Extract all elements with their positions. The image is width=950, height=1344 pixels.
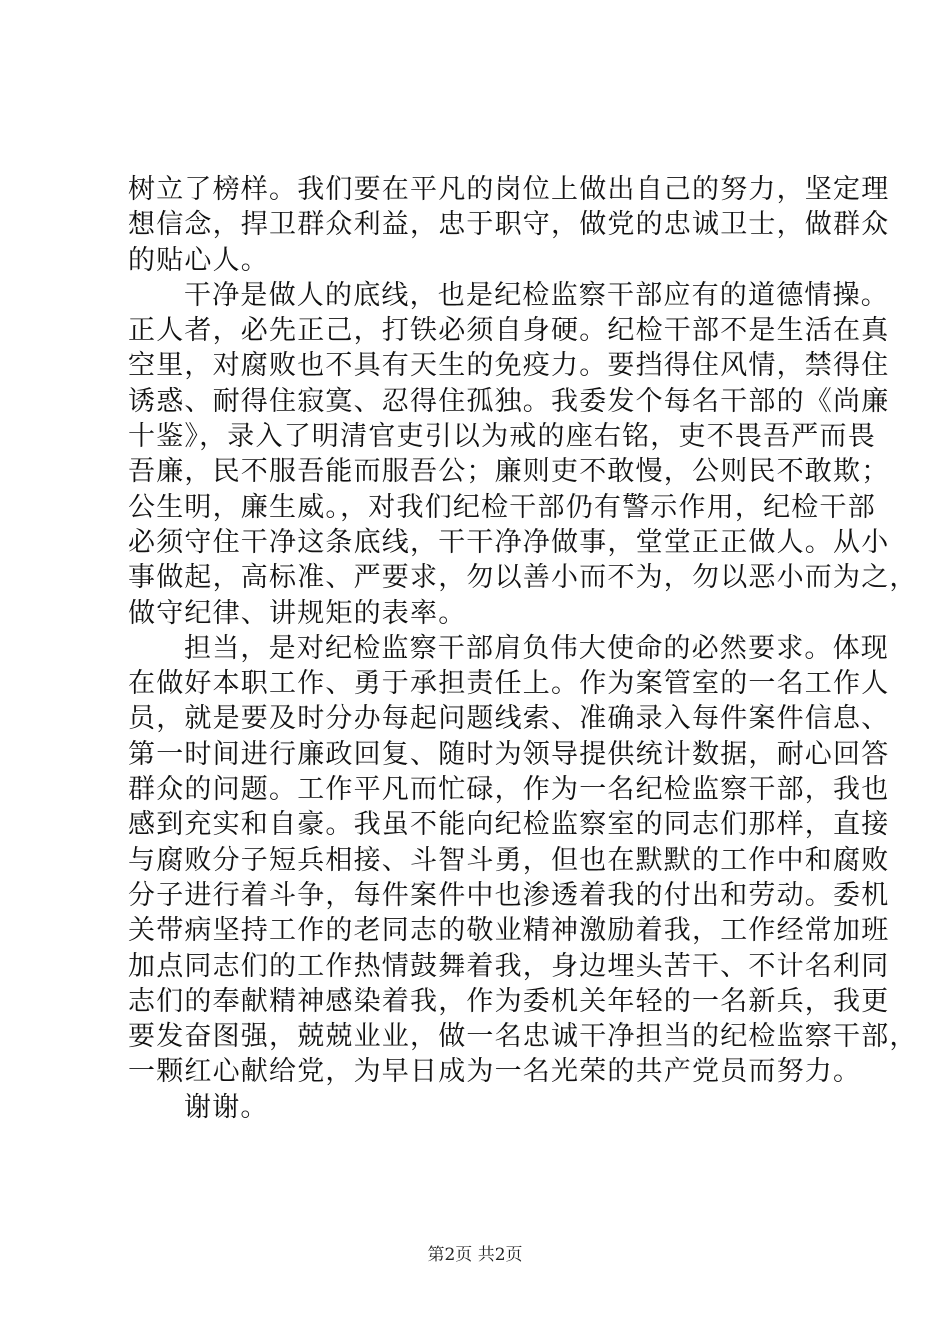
text-line: 加点同志们的工作热情鼓舞着我，身边埋头苦干、不计名利同 xyxy=(128,950,890,982)
text-line: 在做好本职工作、勇于承担责任上。作为案管室的一名工作人 xyxy=(128,668,890,700)
text-line: 十鉴》，录入了明清官吏引以为戒的座右铭，吏不畏吾严而畏 xyxy=(128,421,876,453)
text-line: 谢谢。 xyxy=(184,1091,269,1123)
text-line: 树立了榜样。我们要在平凡的岗位上做出自己的努力，坚定理 xyxy=(128,174,890,205)
text-line: 第一时间进行廉政回复、随时为领导提供统计数据，耐心回答 xyxy=(128,738,890,770)
text-line: 群众的问题。工作平凡而忙碌，作为一名纪检监察干部，我也 xyxy=(128,774,890,806)
text-line: 诱惑、耐得住寂寞、忍得住孤独。我委发个每名干部的《尚廉 xyxy=(128,385,890,417)
page-footer: 第2页 共2页 xyxy=(427,1245,523,1265)
text-line: 公生明，廉生威。，对我们纪检干部仍有警示作用，纪检干部 xyxy=(128,491,876,523)
text-line: 必须守住干净这条底线，干干净净做事，堂堂正正做人。从小 xyxy=(128,526,890,558)
text-line: 担当，是对纪检监察干部肩负伟大使命的必然要求。体现 xyxy=(184,632,889,664)
text-line: 员，就是要及时分办每起问题线索、准确录入每件案件信息、 xyxy=(128,703,890,735)
document-body xyxy=(128,172,918,1125)
text-line: 吾廉，民不服吾能而服吾公；廉则吏不敢慢，公则民不敢欺； xyxy=(128,456,890,488)
text-line: 关带病坚持工作的老同志的敬业精神激励着我，工作经常加班 xyxy=(128,915,890,947)
text-line: 空里，对腐败也不具有天生的免疫力。要挡得住风情，禁得住 xyxy=(128,350,890,382)
text-line: 想信念，捍卫群众利益，忠于职守，做党的忠诚卫士，做群众 xyxy=(128,209,890,241)
text-line: 要发奋图强，兢兢业业，做一名忠诚干净担当的纪检监察干部， xyxy=(128,1021,918,1053)
text-line: 分子进行着斗争，每件案件中也渗透着我的付出和劳动。委机 xyxy=(128,879,890,911)
text-line: 正人者，必先正己，打铁必须自身硬。纪检干部不是生活在真 xyxy=(128,315,890,347)
text-line: 感到充实和自豪。我虽不能向纪检监察室的同志们那样，直接 xyxy=(128,809,890,841)
text-line: 一颗红心献给党，为早日成为一名光荣的共产党员而努力。 xyxy=(128,1056,862,1088)
text-line: 干净是做人的底线，也是纪检监察干部应有的道德情操。 xyxy=(184,279,889,311)
text-line: 与腐败分子短兵相接、斗智斗勇，但也在默默的工作中和腐败 xyxy=(128,844,890,876)
text-line: 志们的奉献精神感染着我，作为委机关年轻的一名新兵，我更 xyxy=(128,985,890,1017)
text-line: 做守纪律、讲规矩的表率。 xyxy=(128,597,467,629)
text-line: 事做起，高标准、严要求，勿以善小而不为，勿以恶小而为之， xyxy=(128,562,918,594)
text-line: 的贴心人。 xyxy=(128,244,269,276)
